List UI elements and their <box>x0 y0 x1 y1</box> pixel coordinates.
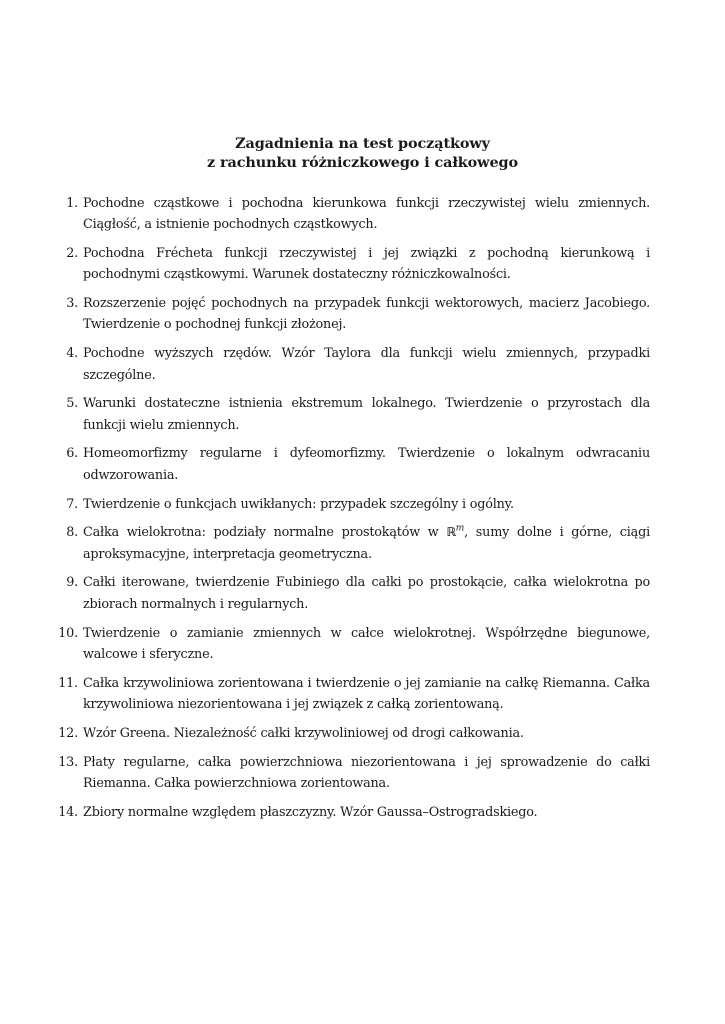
list-item <box>0 572 725 615</box>
item-number: 6. <box>66 446 78 462</box>
item-text: Płaty regularne, całka powierzchniowa niezorientowana i jej sprowadzenie do całki Riemanna. Całka powierzchniowa zorientowana. <box>83 754 650 791</box>
item-number: 11. <box>58 675 78 691</box>
item-number: 5. <box>66 396 78 412</box>
page-subtitle: z rachunku różniczkowego i całkowego <box>207 154 518 171</box>
page-title: Zagadnienia na test początkowy <box>235 135 490 152</box>
item-number: 4. <box>66 346 78 362</box>
item-number: 9. <box>66 575 78 591</box>
list-item <box>0 723 725 744</box>
item-text: Wzór Greena. Niezależność całki krzywoliniowej od drogi całkowania. <box>83 725 524 741</box>
item-number: 10. <box>58 625 78 641</box>
item-number: 13. <box>58 754 78 770</box>
item-text: Pochodne wyższych rzędów. Wzór Taylora dla funkcji wielu zmiennych, przypadki szczególne. <box>83 346 650 383</box>
list-item <box>0 393 725 436</box>
item-text-after: , sumy dolne i górne, ciągi aproksymacyjne, interpretacja geometryczna. <box>83 525 650 562</box>
item-number: 7. <box>66 496 78 512</box>
item-text: Całki iterowane, twierdzenie Fubiniego dla całki po prostokącie, całka wielokrotna po zbiorach normalnych i regularnych. <box>83 575 650 612</box>
item-text: Zbiory normalne względem płaszczyzny. Wzór Gaussa–Ostrogradskiego. <box>83 804 538 820</box>
item-text: Twierdzenie o funkcjach uwikłanych: przypadek szczególny i ogólny. <box>83 496 514 512</box>
item-text: Pochodne cząstkowe i pochodna kierunkowa funkcji rzeczywistej wielu zmiennych. Ciągłość, a istnienie pochodnych cząstkowych. <box>83 196 650 233</box>
item-text: Homeomorfizmy regularne i dyfeomorfizmy. Twierdzenie o lokalnym odwracaniu odwzorowania. <box>83 446 650 483</box>
list-item <box>0 243 725 286</box>
topic-list <box>0 193 725 830</box>
item-number: 8. <box>66 525 78 541</box>
list-item <box>0 752 725 795</box>
list-item <box>0 802 725 823</box>
item-text: Pochodna Frécheta funkcji rzeczywistej i jej związki z pochodną kierunkową i pochodnymi cząstkowymi. Warunek dostateczny różniczkowalności. <box>83 246 650 283</box>
item-text-before: Całka wielokrotna: podziały normalne prostokątów w <box>83 525 447 541</box>
list-item <box>0 293 725 336</box>
list-item <box>0 343 725 386</box>
list-item <box>0 494 725 515</box>
math-exponent: m <box>455 524 465 535</box>
item-number: 14. <box>58 804 78 820</box>
list-item <box>0 443 725 486</box>
item-text <box>83 522 650 565</box>
item-number: 3. <box>66 296 78 312</box>
list-item <box>0 673 725 716</box>
real-numbers-symbol: ℝ <box>446 525 456 540</box>
item-text: Rozszerzenie pojęć pochodnych na przypadek funkcji wektorowych, macierz Jacobiego. Twierdzenie o pochodnej funkcji złożonej. <box>83 296 650 333</box>
item-number: 1. <box>66 196 78 211</box>
item-number: 2. <box>66 246 78 262</box>
item-number: 12. <box>58 725 78 741</box>
list-item <box>0 623 725 666</box>
item-text: Warunki dostateczne istnienia ekstremum lokalnego. Twierdzenie o przyrostach dla funkcji wielu zmiennych. <box>83 396 650 433</box>
item-text: Całka krzywoliniowa zorientowana i twierdzenie o jej zamianie na całkę Riemanna. Całka krzywoliniowa niezorientowana i jej związek z całką zorientowaną. <box>83 675 650 712</box>
item-text: Twierdzenie o zamianie zmiennych w całce wielokrotnej. Współrzędne biegunowe, walcowe i sferyczne. <box>83 625 650 662</box>
list-item <box>0 193 725 236</box>
list-item <box>0 522 725 565</box>
